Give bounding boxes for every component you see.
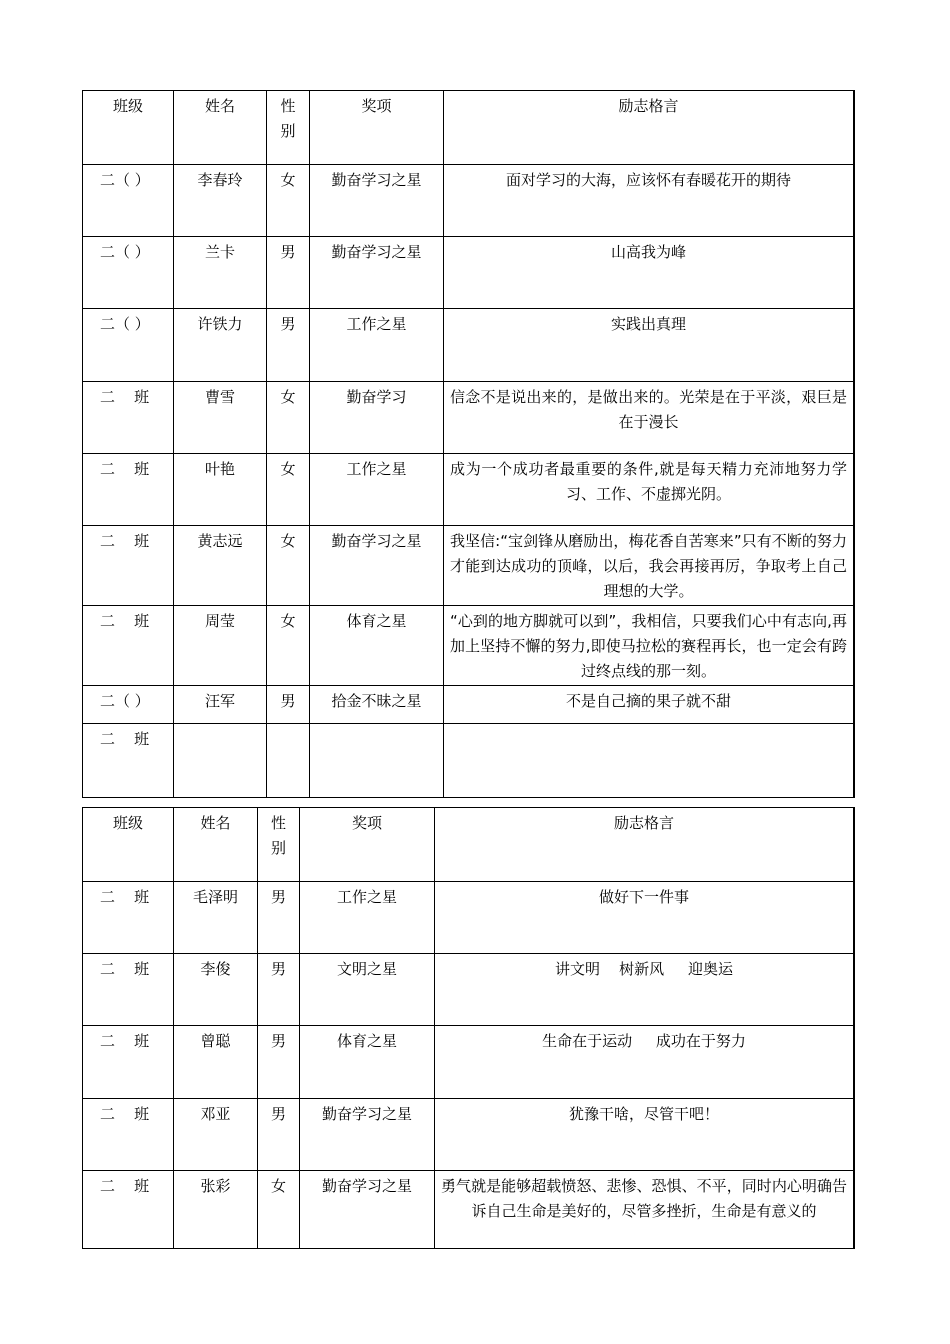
name-cell: 曾聪	[174, 1026, 258, 1099]
motto-cell: 实践出真理	[444, 309, 855, 382]
award-cell: 拾金不昧之星	[310, 686, 444, 724]
name-cell: 叶艳	[174, 454, 267, 526]
motto-cell: 讲文明 树新风 迎奥运	[435, 954, 855, 1026]
class-cell: 二（ ）	[83, 165, 174, 237]
motto-cell: 生命在于运动 成功在于努力	[435, 1026, 855, 1099]
header-class: 班级	[83, 808, 174, 882]
name-cell: 许铁力	[174, 309, 267, 382]
table-row	[83, 165, 855, 237]
class-cell: 二 班	[83, 606, 174, 686]
motto-cell: 成为一个成功者最重要的条件,就是每天精力充沛地努力学习、工作、不虚掷光阴。	[444, 454, 855, 526]
award-cell: 体育之星	[310, 606, 444, 686]
header-row	[83, 91, 855, 165]
class-cell: 二（ ）	[83, 686, 174, 724]
table-row	[83, 1026, 855, 1099]
class-cell: 二 班	[83, 1171, 174, 1249]
gender-cell: 女	[267, 382, 310, 454]
award-cell: 工作之星	[310, 454, 444, 526]
award-cell: 勤奋学习之星	[300, 1099, 435, 1171]
table-row	[83, 606, 855, 686]
header-motto: 励志格言	[435, 808, 855, 882]
table-row	[83, 724, 855, 798]
gender-cell: 女	[258, 1171, 300, 1249]
motto-cell: 犹豫干啥，尽管干吧！	[435, 1099, 855, 1171]
table-row	[83, 1171, 855, 1249]
table-row	[83, 526, 855, 606]
table-row	[83, 1099, 855, 1171]
award-cell: 工作之星	[300, 882, 435, 954]
motto-cell: 勇气就是能够超载愤怒、悲惨、恐惧、不平，同时内心明确告诉自己生命是美好的，尽管多挫折，生命是有意义的	[435, 1171, 855, 1249]
motto-cell: 做好下一件事	[435, 882, 855, 954]
header-name: 姓名	[174, 91, 267, 165]
table-row	[83, 237, 855, 309]
class-cell: 二 班	[83, 1026, 174, 1099]
header-row	[83, 808, 855, 882]
gender-cell: 女	[267, 606, 310, 686]
gender-cell: 男	[258, 1026, 300, 1099]
name-cell: 曹雪	[174, 382, 267, 454]
gender-cell: 女	[267, 526, 310, 606]
table-row	[83, 954, 855, 1026]
class-cell: 二（ ）	[83, 237, 174, 309]
name-cell: 毛泽明	[174, 882, 258, 954]
name-cell: 李春玲	[174, 165, 267, 237]
motto-cell: 不是自己摘的果子就不甜	[444, 686, 855, 724]
motto-cell: 面对学习的大海，应该怀有春暖花开的期待	[444, 165, 855, 237]
name-cell: 汪军	[174, 686, 267, 724]
header-motto: 励志格言	[444, 91, 855, 165]
award-cell: 勤奋学习之星	[300, 1171, 435, 1249]
class-cell: 二 班	[83, 882, 174, 954]
class-cell: 二 班	[83, 454, 174, 526]
header-award: 奖项	[300, 808, 435, 882]
motto-cell	[444, 724, 855, 798]
award-table-1	[82, 90, 855, 798]
gender-cell: 男	[267, 309, 310, 382]
award-table-2	[82, 807, 855, 1249]
class-cell: 二 班	[83, 1099, 174, 1171]
table-row	[83, 454, 855, 526]
header-name: 姓名	[174, 808, 258, 882]
motto-cell: 信念不是说出来的，是做出来的。光荣是在于平淡，艰巨是在于漫长	[444, 382, 855, 454]
name-cell: 周莹	[174, 606, 267, 686]
gender-cell: 男	[258, 882, 300, 954]
name-cell	[174, 724, 267, 798]
class-cell: 二 班	[83, 724, 174, 798]
award-cell: 勤奋学习之星	[310, 526, 444, 606]
name-cell: 邓亚	[174, 1099, 258, 1171]
gender-cell: 女	[267, 454, 310, 526]
award-cell: 体育之星	[300, 1026, 435, 1099]
name-cell: 兰卡	[174, 237, 267, 309]
gender-cell: 女	[267, 165, 310, 237]
header-class: 班级	[83, 91, 174, 165]
gender-cell: 男	[258, 1099, 300, 1171]
name-cell: 张彩	[174, 1171, 258, 1249]
award-cell: 勤奋学习之星	[310, 165, 444, 237]
gender-cell: 男	[258, 954, 300, 1026]
award-cell: 工作之星	[310, 309, 444, 382]
gender-cell: 男	[267, 686, 310, 724]
name-cell: 黄志远	[174, 526, 267, 606]
class-cell: 二（ ）	[83, 309, 174, 382]
motto-cell: “心到的地方脚就可以到”，我相信，只要我们心中有志向,再加上坚持不懈的努力,即使马拉松的赛程再长，也一定会有跨过终点线的那一刻。	[444, 606, 855, 686]
award-cell: 勤奋学习	[310, 382, 444, 454]
header-gender: 性 别	[267, 91, 310, 165]
name-cell: 李俊	[174, 954, 258, 1026]
class-cell: 二 班	[83, 954, 174, 1026]
header-gender: 性 别	[258, 808, 300, 882]
gender-cell: 男	[267, 237, 310, 309]
table-row	[83, 382, 855, 454]
table-row	[83, 882, 855, 954]
award-cell: 文明之星	[300, 954, 435, 1026]
class-cell: 二 班	[83, 382, 174, 454]
class-cell: 二 班	[83, 526, 174, 606]
table-row	[83, 686, 855, 724]
award-cell	[310, 724, 444, 798]
award-cell: 勤奋学习之星	[310, 237, 444, 309]
motto-cell: 山高我为峰	[444, 237, 855, 309]
header-award: 奖项	[310, 91, 444, 165]
gender-cell	[267, 724, 310, 798]
motto-cell: 我坚信:“宝剑锋从磨励出，梅花香自苦寒来”只有不断的努力才能到达成功的顶峰，以后，我会再接再厉，争取考上自己理想的大学。	[444, 526, 855, 606]
table-row	[83, 309, 855, 382]
